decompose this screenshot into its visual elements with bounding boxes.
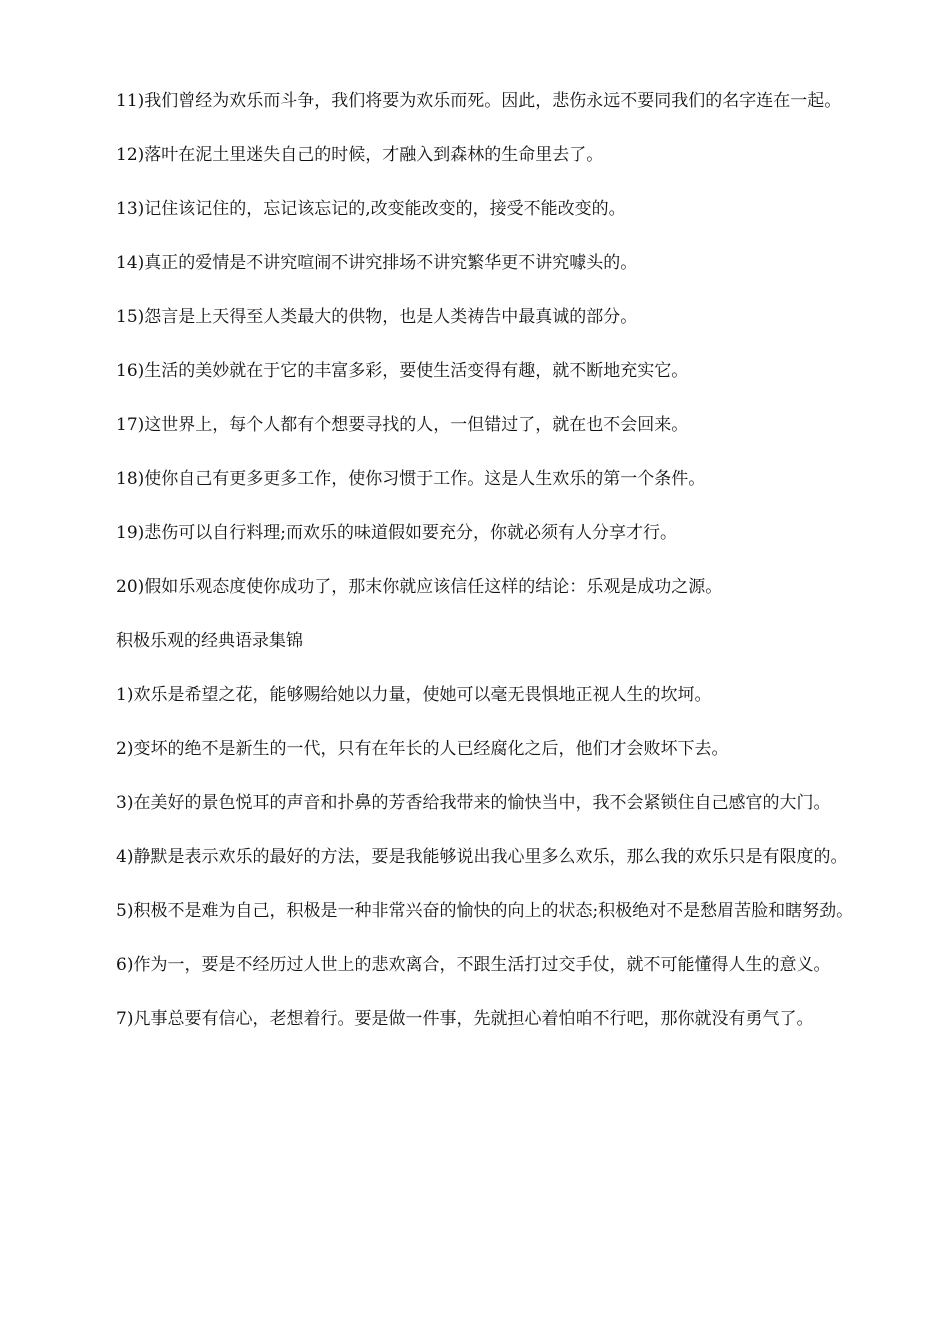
quote-paragraph: 11)我们曾经为欢乐而斗争，我们将要为欢乐而死。因此，悲伤永远不要同我们的名字连在一起。: [116, 91, 842, 111]
quote-paragraph: 20)假如乐观态度使你成功了，那末你就应该信任这样的结论：乐观是成功之源。: [116, 577, 723, 597]
quote-paragraph: 14)真正的爱情是不讲究喧闹不讲究排场不讲究繁华更不讲究噱头的。: [116, 253, 638, 273]
quote-paragraph: 3)在美好的景色悦耳的声音和扑鼻的芳香给我带来的愉快当中，我不会紧锁住自己感官的大门。: [116, 793, 831, 813]
quote-paragraph: 13)记住该记住的，忘记该忘记的,改变能改变的，接受不能改变的。: [116, 199, 626, 219]
quote-paragraph: 4)静默是表示欢乐的最好的方法，要是我能够说出我心里多么欢乐，那么我的欢乐只是有限度的。: [116, 847, 848, 867]
quote-paragraph: 5)积极不是难为自己，积极是一种非常兴奋的愉快的向上的状态;积极绝对不是愁眉苦脸和瞎努劲。: [116, 901, 854, 921]
quote-paragraph: 1)欢乐是希望之花，能够赐给她以力量，使她可以毫无畏惧地正视人生的坎坷。: [116, 685, 712, 705]
quote-paragraph: 2)变坏的绝不是新生的一代，只有在年长的人已经腐化之后，他们才会败坏下去。: [116, 739, 729, 759]
section-heading: 积极乐观的经典语录集锦: [116, 631, 303, 651]
quote-paragraph: 18)使你自己有更多更多工作，使你习惯于工作。这是人生欢乐的第一个条件。: [116, 469, 706, 489]
quote-paragraph: 15)怨言是上天得至人类最大的供物，也是人类祷告中最真诚的部分。: [116, 307, 638, 327]
quote-paragraph: 6)作为一，要是不经历过人世上的悲欢离合，不跟生活打过交手仗，就不可能懂得人生的意义。: [116, 955, 831, 975]
quote-paragraph: 17)这世界上，每个人都有个想要寻找的人，一但错过了，就在也不会回来。: [116, 415, 689, 435]
quote-paragraph: 7)凡事总要有信心，老想着行。要是做一件事，先就担心着怕咱不行吧，那你就没有勇气了。: [116, 1009, 814, 1029]
quote-paragraph: 16)生活的美妙就在于它的丰富多彩，要使生活变得有趣，就不断地充实它。: [116, 361, 689, 381]
quote-paragraph: 12)落叶在泥土里迷失自己的时候，才融入到森林的生命里去了。: [116, 145, 604, 165]
quote-paragraph: 19)悲伤可以自行料理;而欢乐的味道假如要充分，你就必须有人分享才行。: [116, 523, 677, 543]
